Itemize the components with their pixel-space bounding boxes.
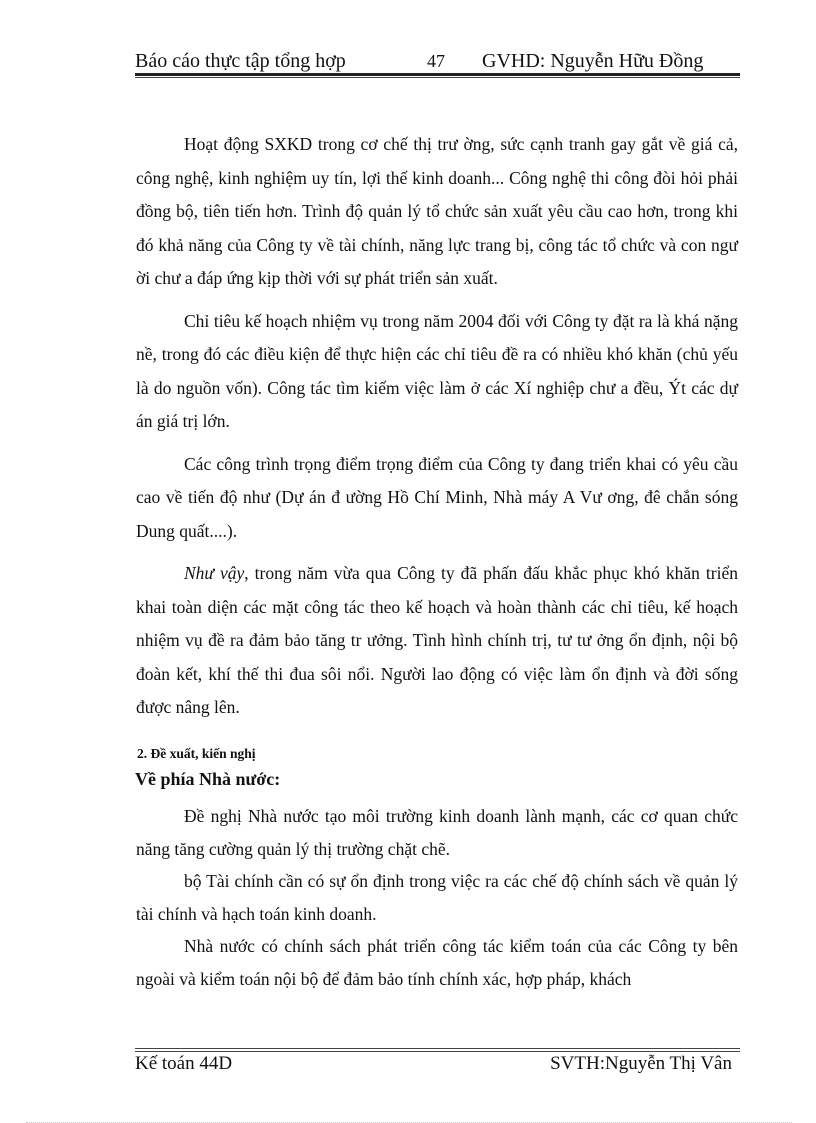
paragraph-key-projects: Các công trình trọng điểm trọng điểm của Công ty đang triển khai có yêu cầu cao về tiến độ như (Dự án đ ường Hồ Chí Minh, Nhà máy A Vư ơng, đê chắn sóng Dung quất....).	[136, 453, 738, 541]
paragraph-conclusion	[136, 557, 738, 725]
body-section	[136, 128, 738, 725]
header-report-title: Báo cáo thực tập tổng hợp	[135, 50, 346, 72]
recommendation-item: bộ Tài chính cần có sự ổn định trong việc ra các chế độ chính sách về quản lý tài chính và hạch toán kinh doanh.	[136, 871, 738, 924]
page-footer	[135, 1052, 740, 1078]
recommendation-item: Nhà nước có chính sách phát triển công tác kiểm toán của các Công ty bên ngoài và kiểm toán nội bộ để đảm bảo tính chính xác, hợp pháp, khách	[136, 936, 738, 989]
paragraph-plan-targets: Chỉ tiêu kế hoạch nhiệm vụ trong năm 2004 đối với Công ty đặt ra là khá nặng nề, trong đó các điều kiện để thực hiện các chỉ tiêu đề ra có nhiều khó khăn (chủ yếu là do nguồn vốn). Công tác tìm kiếm việc làm ở các Xí nghiệp chư a đều, Ýt các dự án giá trị lớn.	[136, 310, 738, 431]
footer-student: SVTH:Nguyễn Thị Vân	[550, 1053, 732, 1074]
conclusion-lead: Như vậy	[184, 563, 245, 583]
recommendations-section	[136, 800, 738, 995]
page-number: 47	[427, 51, 445, 71]
conclusion-text: , trong năm vừa qua Công ty đã phấn đấu khắc phục khó khăn triển khai toàn diện các mặt công tác theo kế hoạch và hoàn thành các chỉ tiêu, kế hoạch nhiệm vụ đề ra đảm bảo tăng tr ưởng. Tình hình chính trị, tư tư ởng ổn định, nội bộ đoàn kết, khí thế thi đua sôi nổi. Người lao động có việc làm ổn định và đời sống được nâng lên.	[136, 563, 738, 717]
header-supervisor: GVHD: Nguyễn Hữu Đồng	[482, 50, 704, 72]
section-heading: 2. Đề xuất, kiến nghị	[137, 746, 256, 761]
recommendation-item: Đề nghị Nhà nước tạo môi trường kinh doanh lành mạnh, các cơ quan chức năng tăng cường quản lý thị trường chặt chẽ.	[136, 806, 738, 859]
footer-class: Kế toán 44D	[135, 1053, 233, 1074]
sub-heading-state: Về phía Nhà nước:	[135, 769, 281, 789]
page-header	[135, 48, 740, 74]
header-divider	[135, 73, 740, 78]
paragraph-market-mechanism: Hoạt động SXKD trong cơ chế thị trư ờng, sức cạnh tranh gay gắt về giá cả, công nghệ, kinh nghiệm uy tín, lợi thế kinh doanh... Công nghệ thi công đòi hỏi phải đồng bộ, tiên tiến hơn. Trình độ quản lý tổ chức sản xuất yêu cầu cao hơn, trong khi đó khả năng của Công ty về tài chính, năng lực trang bị, công tác tổ chức và con ngư ời chư a đáp ứng kịp thời với sự phát triển sản xuất.	[136, 134, 738, 288]
